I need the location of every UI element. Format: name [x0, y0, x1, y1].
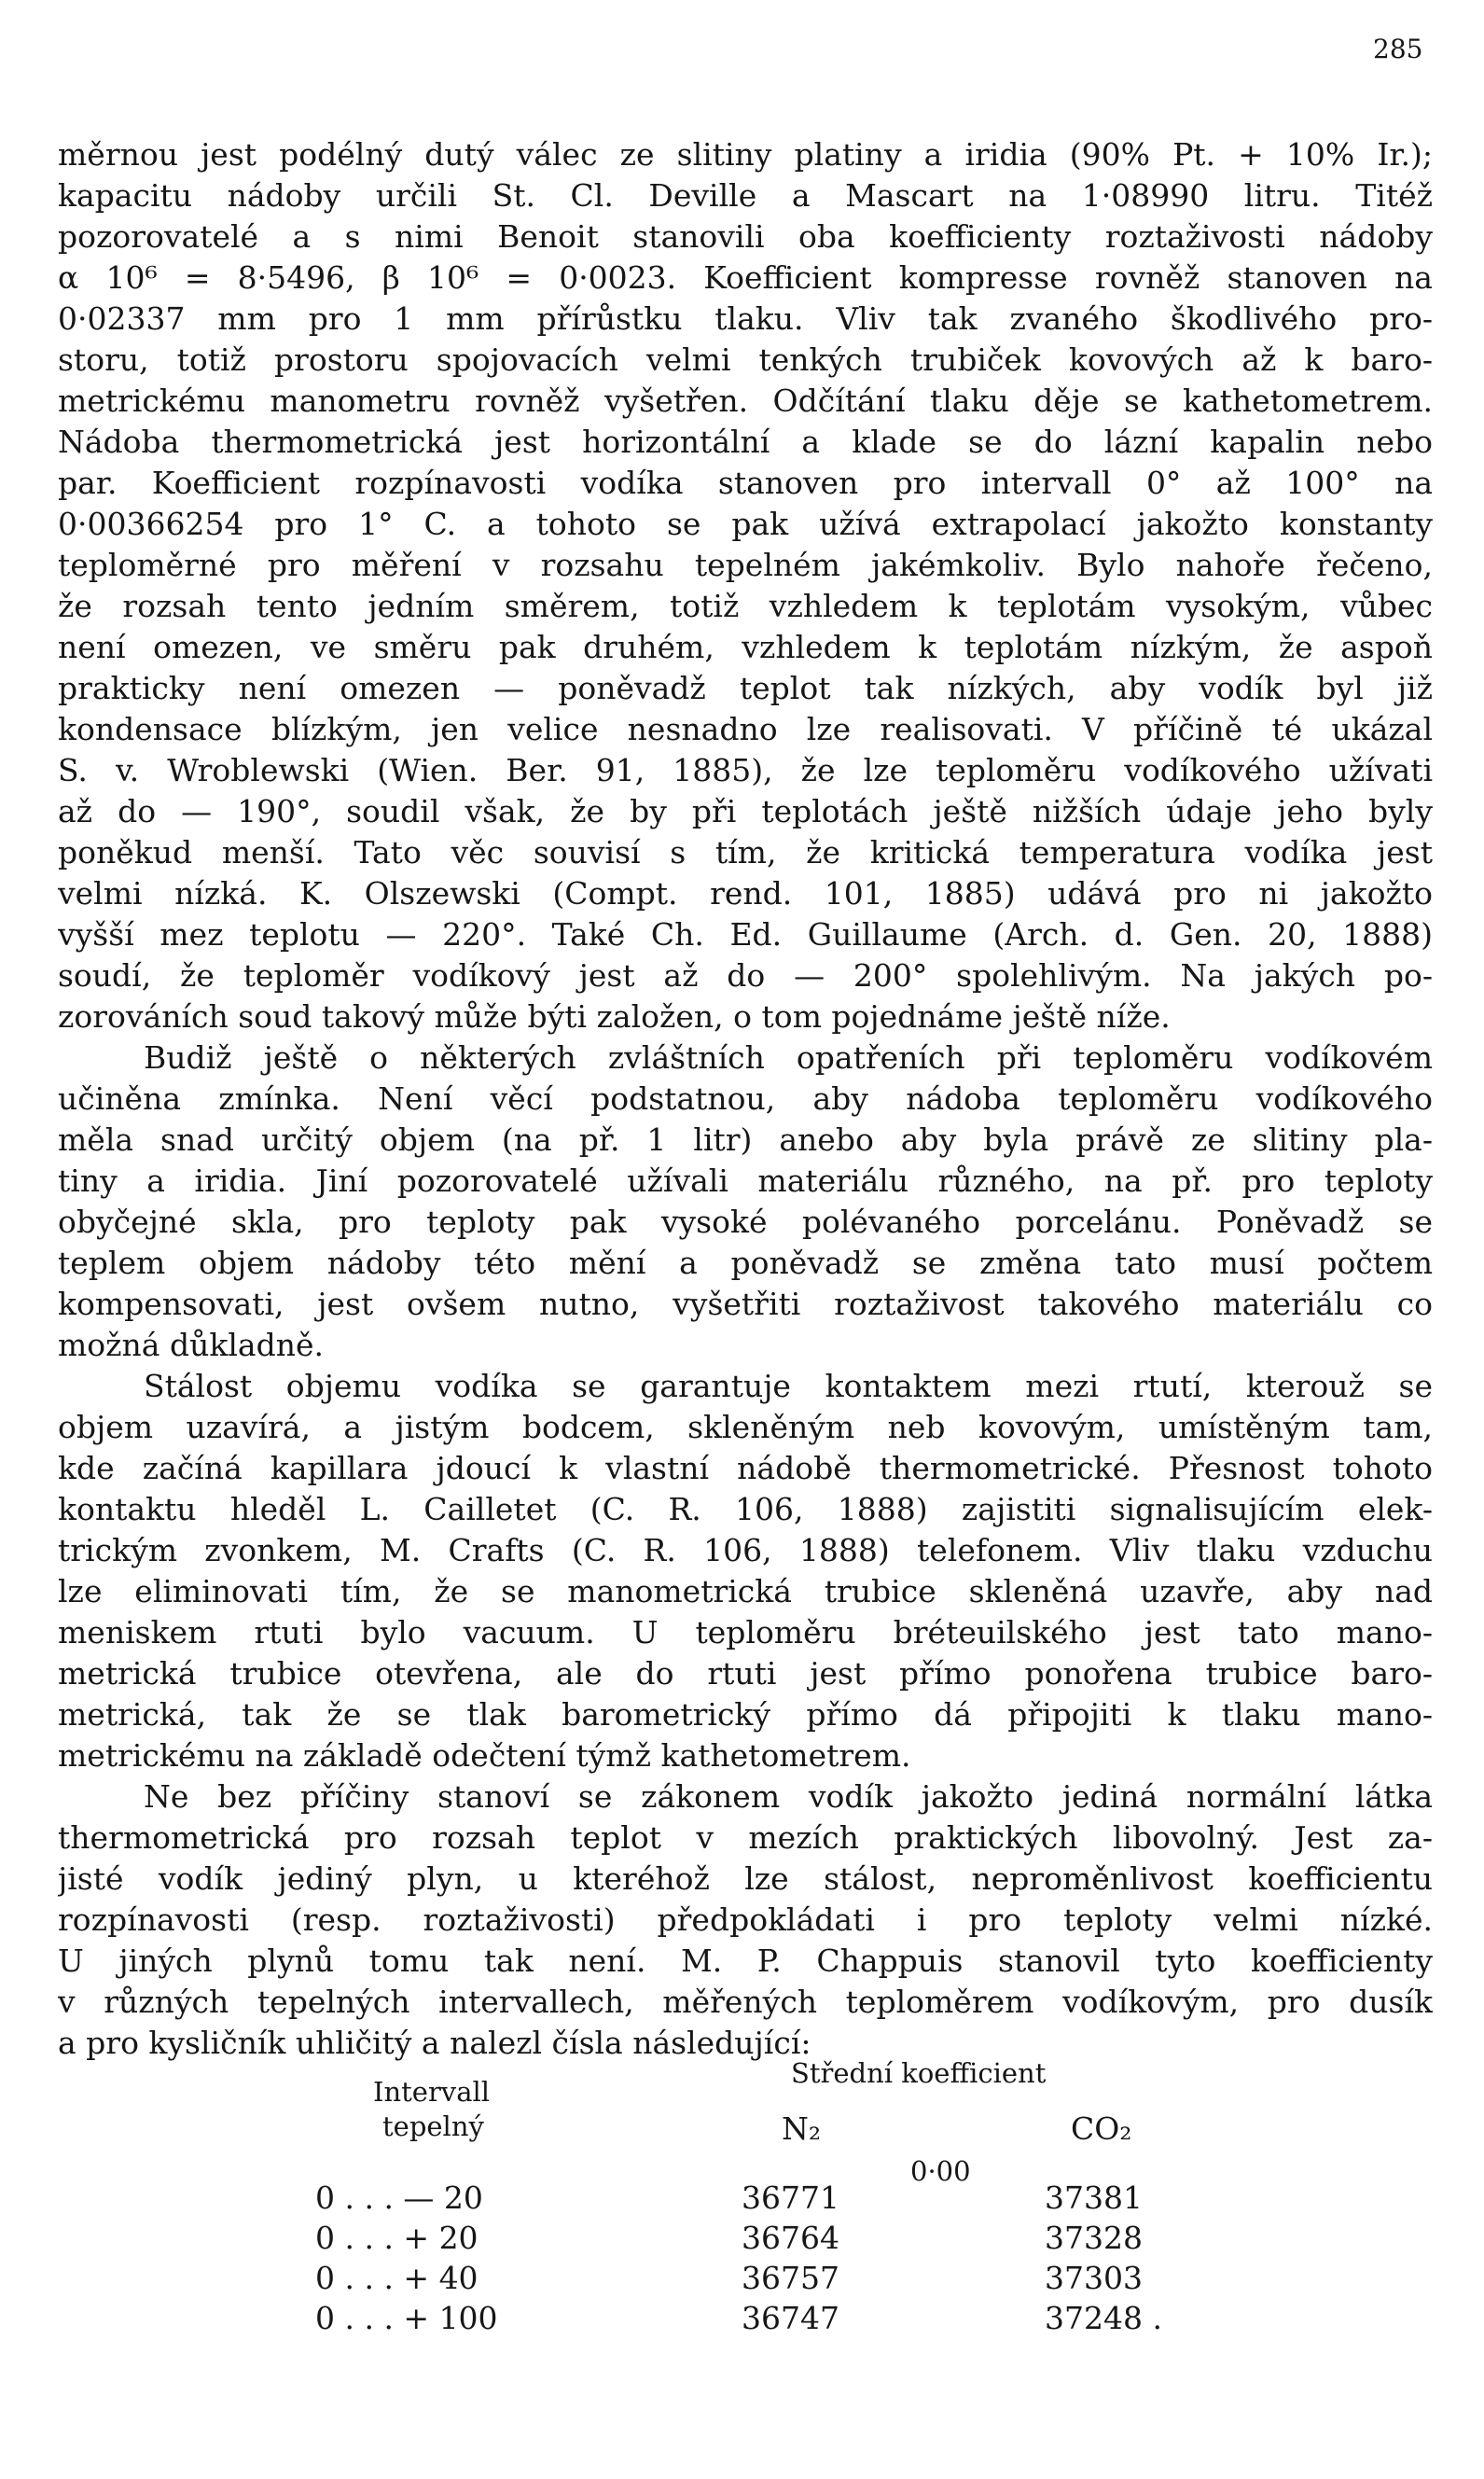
text-line: měla snad určitý objem (na př. 1 litr) anebo aby byla právě ze slitiny pla- — [58, 1121, 1433, 1158]
text-line: pozorovatelé a s nimi Benoit stanovili oba koefficienty roztaživosti nádoby — [58, 218, 1433, 255]
table-cell-n2: 36747 — [742, 2300, 839, 2336]
text-line: učiněna zmínka. Není věcí podstatnou, aby nádoba teploměru vodíkového — [58, 1080, 1433, 1117]
text-line: že rozsah tento jedním směrem, totiž vzhledem k teplotám vysokým, vůbec — [58, 588, 1433, 624]
table-row-interval: 0 . . . + 100 — [315, 2300, 498, 2336]
text-line: teplem objem nádoby této mění a poněvadž se změna tato musí počtem — [58, 1245, 1433, 1281]
text-line: kapacitu nádoby určili St. Cl. Deville a Mascart na 1·08990 litru. Titéž — [58, 177, 1433, 214]
text-line: jisté vodík jediný plyn, u kteréhož lze stálost, neproměnlivost koefficientu — [58, 1860, 1433, 1897]
text-line: kompensovati, jest ovšem nutno, vyšetřiti roztaživost takového materiálu co — [58, 1286, 1433, 1322]
text-line: metrická, tak že se tlak barometrický přímo dá připojiti k tlaku mano- — [58, 1696, 1433, 1733]
table-group-header: Střední koefficient — [791, 2057, 1047, 2089]
text-line: v různých tepelných intervallech, měřených teploměrem vodíkovým, pro dusík — [58, 1984, 1433, 2020]
text-line: možná důkladně. — [58, 1327, 324, 1363]
text-line: Ne bez příčiny stanoví se zákonem vodík jakožto jediná normální látka — [144, 1778, 1433, 1815]
text-line: metrickému manometru rovněž vyšetřen. Odčítání tlaku děje se kathetometrem. — [58, 383, 1433, 419]
text-line: metrickému na základě odečtení týmž kathetometrem. — [58, 1737, 911, 1774]
text-line: thermometrická pro rozsah teplot v mezích praktických libovolný. Jest za- — [58, 1819, 1433, 1856]
text-line: kondensace blízkým, jen velice nesnadno lze realisovati. V příčině té ukázal — [58, 711, 1433, 747]
table-cell-co2: 37303 — [1045, 2260, 1143, 2296]
text-line: a pro kysličník uhličitý a nalezl čísla následující: — [58, 2025, 811, 2061]
table-row-interval: 0 . . . — 20 — [315, 2180, 483, 2216]
text-line: metrická trubice otevřena, ale do rtuti jest přímo ponořena trubice baro- — [58, 1655, 1433, 1692]
text-line: S. v. Wroblewski (Wien. Ber. 91, 1885), že lze teploměru vodíkového užívati — [58, 752, 1433, 788]
text-line: teploměrné pro měření v rozsahu tepelném jakémkoliv. Bylo nahoře řečeno, — [58, 547, 1433, 583]
table-cell-n2: 36771 — [742, 2180, 839, 2216]
text-line: až do — 190°, soudil však, že by při teplotách ještě nižších údaje jeho byly — [58, 793, 1433, 829]
table-prefix: 0·00 — [910, 2155, 971, 2187]
table-cell-co2: 37381 — [1045, 2180, 1143, 2216]
table-cell-n2: 36764 — [742, 2220, 839, 2256]
page-number: 285 — [1373, 34, 1423, 64]
text-line: prakticky není omezen — poněvadž teplot tak nízkých, aby vodík byl již — [58, 670, 1433, 706]
table-row-interval: 0 . . . + 20 — [315, 2220, 478, 2256]
text-line: není omezen, ve směru pak druhém, vzhledem k teplotám nízkým, že aspoň — [58, 629, 1433, 665]
text-line: obyčejné skla, pro teploty pak vysoké polévaného porcelánu. Poněvadž se — [58, 1204, 1433, 1240]
text-line: velmi nízká. K. Olszewski (Compt. rend. 101, 1885) udává pro ni jakožto — [58, 875, 1433, 912]
text-line: 0·00366254 pro 1° C. a tohoto se pak užívá extrapolací jakožto konstanty — [58, 506, 1433, 542]
table-cell-n2: 36757 — [742, 2260, 839, 2296]
table-cell-co2: 37328 — [1045, 2220, 1143, 2256]
table-row-interval: 0 . . . + 40 — [315, 2260, 478, 2296]
body-text — [58, 134, 1433, 2064]
text-line: trickým zvonkem, M. Crafts (C. R. 106, 1888) telefonem. Vliv tlaku vzduchu — [58, 1532, 1433, 1568]
table-header-co2: CO₂ — [1071, 2110, 1132, 2147]
text-line: Nádoba thermometrická jest horizontální a klade se do lázní kapalin nebo — [58, 424, 1433, 460]
text-line: rozpínavosti (resp. roztaživosti) předpokládati i pro teploty velmi nízké. — [58, 1901, 1433, 1938]
text-line: U jiných plynů tomu tak není. M. P. Chappuis stanovil tyto koefficienty — [58, 1943, 1433, 1979]
table-header-interval-unit: tepelný — [382, 2110, 484, 2142]
text-line: objem uzavírá, a jistým bodcem, skleněným neb kovovým, umístěným tam, — [58, 1409, 1433, 1445]
table-header-n2: N₂ — [782, 2110, 822, 2147]
text-line: Stálost objemu vodíka se garantuje kontaktem mezi rtutí, kterouž se — [144, 1368, 1433, 1404]
text-line: par. Koefficient rozpínavosti vodíka stanoven pro intervall 0° až 100° na — [58, 465, 1433, 501]
text-line: poněkud menší. Tato věc souvisí s tím, že kritická temperatura vodíka jest — [58, 834, 1433, 870]
text-line: storu, totiž prostoru spojovacích velmi tenkých trubiček kovových až k baro- — [58, 341, 1433, 378]
text-line: lze eliminovati tím, že se manometrická trubice skleněná uzavře, aby nad — [58, 1573, 1433, 1609]
text-line: tiny a iridia. Jiní pozorovatelé užívali materiálu různého, na př. pro teploty — [58, 1163, 1433, 1199]
text-line: vyšší mez teplotu — 220°. Také Ch. Ed. Guillaume (Arch. d. Gen. 20, 1888) — [58, 916, 1433, 953]
text-line: soudí, že teploměr vodíkový jest až do — 200° spolehlivým. Na jakých po- — [58, 957, 1433, 994]
text-line: Budiž ještě o některých zvláštních opatřeních při teploměru vodíkovém — [144, 1039, 1433, 1076]
text-line: kontaktu hleděl L. Cailletet (C. R. 106, 1888) zajistiti signalisujícím elek- — [58, 1491, 1433, 1527]
table-header-interval: Intervall — [373, 2076, 491, 2108]
text-line: měrnou jest podélný dutý válec ze slitiny platiny a iridia (90% Pt. + 10% Ir.); — [58, 136, 1433, 173]
text-line: meniskem rtuti bylo vacuum. U teploměru bréteuilského jest tato mano- — [58, 1614, 1433, 1650]
text-line: 0·02337 mm pro 1 mm přírůstku tlaku. Vliv tak zvaného škodlivého pro- — [58, 300, 1433, 337]
table-cell-co2: 37248 . — [1045, 2300, 1162, 2336]
text-line: α 10⁶ = 8·5496, β 10⁶ = 0·0023. Koefficient kompresse rovněž stanoven na — [58, 259, 1433, 296]
text-line: kde začíná kapillara jdoucí k vlastní nádobě thermometrické. Přesnost tohoto — [58, 1450, 1433, 1486]
text-line: zorováních soud takový může býti založen, o tom pojednáme ještě níže. — [58, 998, 1171, 1035]
